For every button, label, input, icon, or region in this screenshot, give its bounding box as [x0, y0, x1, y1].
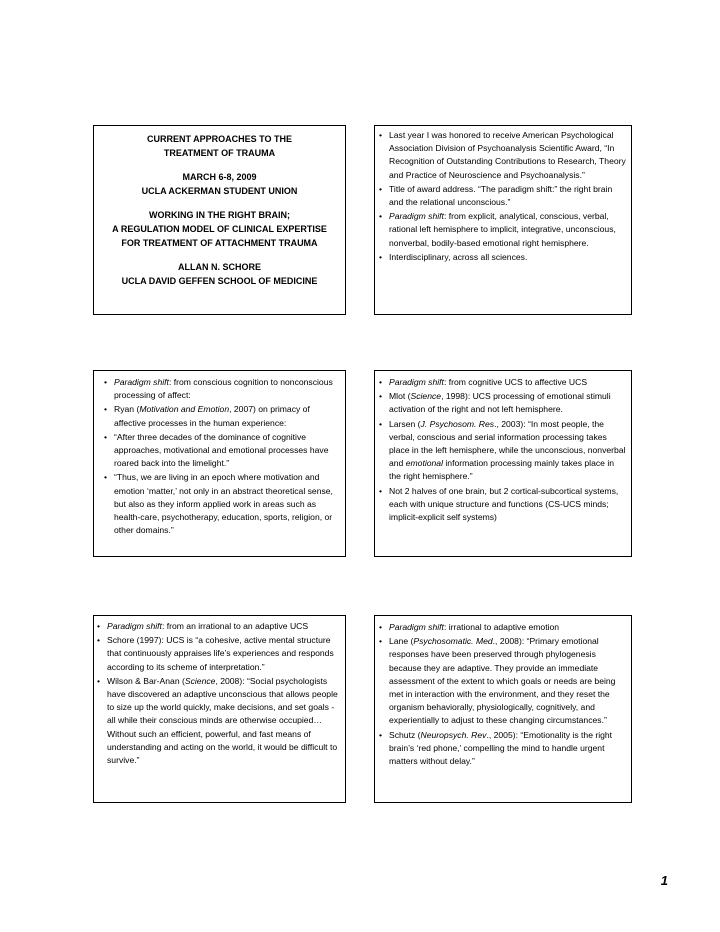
- bullet-item: • Lane (Psychosomatic. Med., 2008): “Primary emotional responses have been preserved through phylogenesis because they are adaptive. They provide an immediate assessment of the extent to which goals or needs are being met in interaction with the environment, and they reset the organism behaviorally, physiologically, cognitively, and experientially to adjust to these changing circumstances.”: [379, 635, 628, 727]
- bullet-item: • Larsen (J. Psychosom. Res., 2003): “In most people, the verbal, conscious and serial information processing takes place in the left hemisphere, while the unconscious, nonverbal and emotional information processing mainly takes place in the right hemisphere.”: [379, 418, 627, 484]
- bullet-item: • Wilson & Bar-Anan (Science, 2008): “Social psychologists have discovered an adaptive unconscious that allows people to size up the world quickly, make decisions, and set goals - all while their conscious minds are otherwise occupied…Without such an efficient, powerful, and fast means of understanding and acting on the world, it would be difficult to survive.”: [97, 675, 342, 767]
- bullet-item: • Title of award address. “The paradigm shift:” the right brain and the relational unconscious.”: [379, 183, 627, 209]
- bullet-item: • “Thus, we are living in an epoch where motivation and emotion ‘matter,’ not only in an abstract theoretical sense, but also as they inform applied work in areas such as health-care, psychotherapy, education, sports, religion, or other domains.”: [104, 471, 341, 537]
- title-line: CURRENT APPROACHES TO THE: [146, 134, 292, 144]
- bullet-item: • Paradigm shift: from explicit, analytical, conscious, verbal, rational left hemisphere to implicit, integrative, unconscious, nonverbal, bodily-based emotional right hemisphere.: [379, 210, 627, 250]
- title-line: TREATMENT OF TRAUMA: [163, 148, 276, 158]
- bullet-item: • Paradigm shift: from conscious cognition to nonconscious processing of affect:: [104, 376, 341, 402]
- talk-title-line: A REGULATION MODEL OF CLINICAL EXPERTISE: [112, 224, 327, 234]
- bullet-item: • Not 2 halves of one brain, but 2 cortical-subcortical systems, each with unique structure and functions (CS-UCS minds; implicit-explicit self systems): [379, 485, 627, 525]
- bullet-item: • Paradigm shift: irrational to adaptive emotion: [379, 621, 628, 634]
- slide-2: [374, 125, 632, 315]
- venue-line: UCLA ACKERMAN STUDENT UNION: [141, 186, 298, 196]
- slide-6: [374, 615, 632, 803]
- date-line: MARCH 6-8, 2009: [182, 172, 257, 182]
- talk-title-line: FOR TREATMENT OF ATTACHMENT TRAUMA: [121, 238, 318, 248]
- bullet-item: • Paradigm shift: from cognitive UCS to affective UCS: [379, 376, 627, 389]
- bullet-item: • Schutz (Neuropsych. Rev., 2005): “Emotionality is the right brain’s ‘red phone,’ compelling the mind to handle urgent matters without delay.”: [379, 729, 628, 769]
- bullet-item: • Paradigm shift: from an irrational to an adaptive UCS: [97, 620, 342, 633]
- bullet-item: • Ryan (Motivation and Emotion, 2007) on primacy of affective processes in the human experience:: [104, 403, 341, 429]
- bullet-item: • Schore (1997): UCS is “a cohesive, active mental structure that continuously appraises life’s experiences and responds according to its scheme of interpretation.”: [97, 634, 342, 674]
- bullet-item: • “After three decades of the dominance of cognitive approaches, motivational and emotional processes have roared back into the limelight.”: [104, 431, 341, 471]
- talk-title-line: WORKING IN THE RIGHT BRAIN;: [149, 210, 290, 220]
- author-name: ALLAN N. SCHORE: [178, 262, 261, 272]
- author-affiliation: UCLA DAVID GEFFEN SCHOOL OF MEDICINE: [121, 276, 318, 286]
- bullet-item: • Interdisciplinary, across all sciences.: [379, 251, 627, 264]
- bullet-item: • Last year I was honored to receive American Psychological Association Division of Psychoanalysis Scientific Award, “In Recognition of Outstanding Contributions to Research, Theory and Practice of Neuroscience and Psychoanalysis.”: [379, 129, 627, 182]
- page-number: 1: [660, 873, 668, 888]
- slide-3: [93, 370, 346, 557]
- bullet-item: • Mlot (Science, 1998): UCS processing of emotional stimuli activation of the right and not left hemisphere.: [379, 390, 627, 416]
- slide-1-title: [93, 125, 346, 315]
- slide-5: [93, 615, 346, 803]
- slide-4: [374, 370, 632, 557]
